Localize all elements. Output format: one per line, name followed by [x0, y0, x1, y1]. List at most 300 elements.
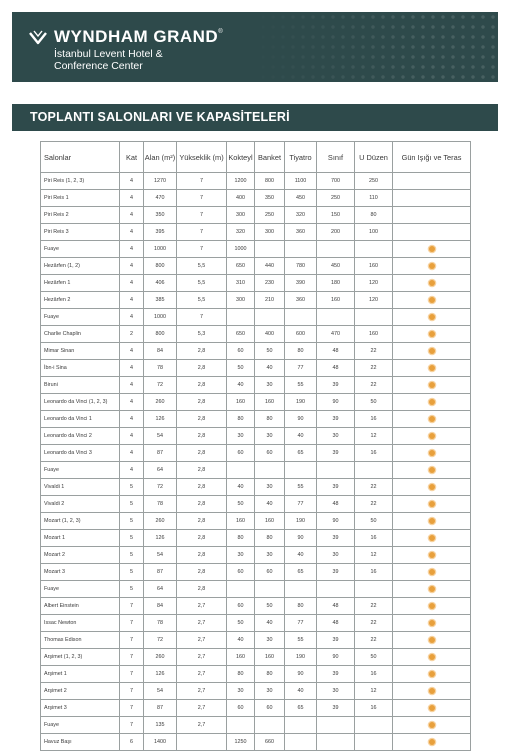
cell-room-name: Leonardo da Vinci (1, 2, 3) [41, 394, 120, 411]
cell-banquet: 30 [255, 547, 285, 564]
cell-cocktail: 30 [227, 547, 255, 564]
cell-room-name: Hezârfen 1 [41, 275, 120, 292]
table-row [41, 241, 471, 258]
cell-u-shape: 16 [355, 530, 393, 547]
cell-area: 126 [144, 666, 177, 683]
cell-area: 87 [144, 445, 177, 462]
cell-area: 87 [144, 564, 177, 581]
cell-room-name: Fuaye [41, 581, 120, 598]
sun-icon [429, 722, 435, 728]
cell-classroom [317, 462, 355, 479]
cell-floor: 7 [120, 615, 144, 632]
cell-u-shape [355, 462, 393, 479]
cell-height: 2,8 [177, 445, 227, 462]
table-row [41, 462, 471, 479]
hotel-header [12, 12, 498, 82]
cell-height: 2,7 [177, 598, 227, 615]
cell-area: 64 [144, 581, 177, 598]
cell-theatre: 450 [285, 190, 317, 207]
cell-theatre: 190 [285, 513, 317, 530]
header-classroom: Sınıf [317, 142, 355, 173]
sun-icon [429, 671, 435, 677]
cell-theatre: 40 [285, 547, 317, 564]
cell-classroom: 48 [317, 360, 355, 377]
section-title: TOPLANTI SALONLARI VE KAPASİTELERİ [12, 104, 498, 131]
cell-height: 5,5 [177, 258, 227, 275]
cell-classroom: 150 [317, 207, 355, 224]
cell-height: 2,8 [177, 513, 227, 530]
cell-area: 1000 [144, 309, 177, 326]
cell-classroom [317, 309, 355, 326]
sun-icon [429, 501, 435, 507]
cell-area: 54 [144, 547, 177, 564]
cell-floor: 4 [120, 241, 144, 258]
cell-classroom: 39 [317, 411, 355, 428]
cell-cocktail: 320 [227, 224, 255, 241]
cell-banquet: 60 [255, 445, 285, 462]
table-row [41, 224, 471, 241]
cell-area: 72 [144, 377, 177, 394]
cell-theatre: 780 [285, 258, 317, 275]
cell-daylight-terrace [393, 496, 471, 513]
cell-area: 135 [144, 717, 177, 734]
table-row [41, 173, 471, 190]
cell-classroom [317, 241, 355, 258]
cell-daylight-terrace [393, 683, 471, 700]
cell-u-shape: 120 [355, 275, 393, 292]
cell-banquet: 160 [255, 394, 285, 411]
cell-room-name: Albert Einstein [41, 598, 120, 615]
cell-room-name: Havuz Başı [41, 734, 120, 751]
cell-theatre: 390 [285, 275, 317, 292]
cell-cocktail: 1250 [227, 734, 255, 751]
cell-cocktail [227, 462, 255, 479]
cell-room-name: Hezârfen (1, 2) [41, 258, 120, 275]
table-row [41, 496, 471, 513]
cell-u-shape: 22 [355, 360, 393, 377]
cell-theatre: 360 [285, 292, 317, 309]
cell-theatre [285, 462, 317, 479]
cell-floor: 4 [120, 360, 144, 377]
cell-area: 1270 [144, 173, 177, 190]
header-daylight-terrace: Gün Işığı ve Teras [393, 142, 471, 173]
cell-height: 2,8 [177, 564, 227, 581]
cell-u-shape: 80 [355, 207, 393, 224]
cell-area: 800 [144, 258, 177, 275]
cell-daylight-terrace [393, 241, 471, 258]
cell-floor: 4 [120, 411, 144, 428]
cell-classroom: 30 [317, 547, 355, 564]
hotel-name-line2: Conference Center [54, 60, 143, 72]
cell-banquet: 660 [255, 734, 285, 751]
cell-theatre: 77 [285, 496, 317, 513]
sun-icon [429, 637, 435, 643]
cell-banquet: 30 [255, 479, 285, 496]
cell-room-name: Leonardo da Vinci 1 [41, 411, 120, 428]
sun-icon [429, 433, 435, 439]
cell-height: 2,8 [177, 360, 227, 377]
cell-floor: 4 [120, 462, 144, 479]
cell-classroom: 90 [317, 649, 355, 666]
cell-area: 1400 [144, 734, 177, 751]
header-floor: Kat [120, 142, 144, 173]
cell-floor: 5 [120, 513, 144, 530]
cell-floor: 4 [120, 275, 144, 292]
cell-u-shape: 22 [355, 377, 393, 394]
cell-cocktail: 60 [227, 343, 255, 360]
cell-cocktail [227, 717, 255, 734]
cell-room-name: Fuaye [41, 717, 120, 734]
cell-height: 2,8 [177, 428, 227, 445]
capacity-table [40, 141, 471, 751]
cell-height: 2,7 [177, 632, 227, 649]
cell-banquet: 160 [255, 513, 285, 530]
cell-u-shape [355, 309, 393, 326]
table-row [41, 190, 471, 207]
hotel-name-line1: İstanbul Levent Hotel & [54, 48, 163, 60]
cell-daylight-terrace [393, 360, 471, 377]
cell-cocktail: 50 [227, 496, 255, 513]
cell-classroom: 39 [317, 700, 355, 717]
cell-u-shape: 250 [355, 173, 393, 190]
cell-classroom: 39 [317, 377, 355, 394]
cell-floor: 4 [120, 343, 144, 360]
cell-height: 2,8 [177, 479, 227, 496]
cell-cocktail: 50 [227, 360, 255, 377]
cell-room-name: Vivaldi 2 [41, 496, 120, 513]
cell-floor: 5 [120, 479, 144, 496]
cell-daylight-terrace [393, 411, 471, 428]
cell-room-name: Fuaye [41, 462, 120, 479]
sun-icon [429, 467, 435, 473]
cell-floor: 4 [120, 428, 144, 445]
cell-height: 5,3 [177, 326, 227, 343]
cell-cocktail: 40 [227, 377, 255, 394]
cell-u-shape: 16 [355, 564, 393, 581]
table-row [41, 700, 471, 717]
cell-theatre: 65 [285, 700, 317, 717]
cell-room-name: Arşimet 1 [41, 666, 120, 683]
cell-u-shape: 12 [355, 547, 393, 564]
cell-height: 2,8 [177, 547, 227, 564]
header-height: Yükseklik (m) [177, 142, 227, 173]
cell-cocktail: 310 [227, 275, 255, 292]
cell-u-shape [355, 734, 393, 751]
cell-room-name: Arşimet 2 [41, 683, 120, 700]
cell-area: 84 [144, 343, 177, 360]
cell-theatre: 190 [285, 649, 317, 666]
cell-height: 2,8 [177, 377, 227, 394]
cell-cocktail: 400 [227, 190, 255, 207]
cell-room-name: Piri Reis 2 [41, 207, 120, 224]
cell-u-shape: 100 [355, 224, 393, 241]
sun-icon [429, 246, 435, 252]
cell-cocktail: 650 [227, 326, 255, 343]
cell-theatre: 55 [285, 479, 317, 496]
cell-area: 54 [144, 683, 177, 700]
table-row [41, 377, 471, 394]
cell-banquet: 800 [255, 173, 285, 190]
cell-classroom [317, 581, 355, 598]
cell-banquet [255, 309, 285, 326]
cell-floor: 7 [120, 649, 144, 666]
cell-theatre [285, 309, 317, 326]
cell-daylight-terrace [393, 173, 471, 190]
cell-banquet: 230 [255, 275, 285, 292]
cell-theatre: 360 [285, 224, 317, 241]
cell-daylight-terrace [393, 309, 471, 326]
cell-theatre: 1100 [285, 173, 317, 190]
cell-cocktail: 60 [227, 598, 255, 615]
cell-daylight-terrace [393, 717, 471, 734]
cell-room-name: Arşimet 3 [41, 700, 120, 717]
sun-icon [429, 552, 435, 558]
cell-u-shape [355, 717, 393, 734]
cell-banquet: 210 [255, 292, 285, 309]
table-row [41, 479, 471, 496]
cell-cocktail: 160 [227, 513, 255, 530]
cell-banquet: 400 [255, 326, 285, 343]
cell-theatre: 320 [285, 207, 317, 224]
cell-floor: 6 [120, 734, 144, 751]
header-area: Alan (m²) [144, 142, 177, 173]
cell-banquet [255, 241, 285, 258]
cell-floor: 5 [120, 530, 144, 547]
cell-floor: 4 [120, 173, 144, 190]
table-body [41, 173, 471, 751]
cell-banquet [255, 581, 285, 598]
cell-daylight-terrace [393, 581, 471, 598]
cell-banquet: 60 [255, 700, 285, 717]
cell-floor: 4 [120, 445, 144, 462]
cell-room-name: Mozart (1, 2, 3) [41, 513, 120, 530]
sun-icon [429, 620, 435, 626]
cell-room-name: Vivaldi 1 [41, 479, 120, 496]
cell-cocktail: 80 [227, 411, 255, 428]
sun-icon [429, 484, 435, 490]
cell-cocktail: 650 [227, 258, 255, 275]
cell-classroom: 39 [317, 632, 355, 649]
cell-classroom: 90 [317, 513, 355, 530]
cell-room-name: Mozart 2 [41, 547, 120, 564]
table-row [41, 292, 471, 309]
cell-room-name: Mimar Sinan [41, 343, 120, 360]
cell-theatre: 90 [285, 530, 317, 547]
cell-cocktail: 1200 [227, 173, 255, 190]
sun-icon [429, 399, 435, 405]
cell-daylight-terrace [393, 343, 471, 360]
cell-cocktail: 160 [227, 649, 255, 666]
cell-banquet: 30 [255, 377, 285, 394]
cell-daylight-terrace [393, 666, 471, 683]
cell-u-shape: 110 [355, 190, 393, 207]
cell-u-shape: 22 [355, 632, 393, 649]
cell-cocktail: 160 [227, 394, 255, 411]
cell-daylight-terrace [393, 598, 471, 615]
cell-banquet: 30 [255, 632, 285, 649]
cell-floor: 7 [120, 598, 144, 615]
table-row [41, 394, 471, 411]
cell-banquet: 40 [255, 496, 285, 513]
cell-banquet: 250 [255, 207, 285, 224]
cell-daylight-terrace [393, 207, 471, 224]
cell-classroom [317, 734, 355, 751]
cell-cocktail: 40 [227, 632, 255, 649]
cell-classroom: 39 [317, 564, 355, 581]
cell-room-name: Mozart 3 [41, 564, 120, 581]
cell-daylight-terrace [393, 445, 471, 462]
cell-floor: 7 [120, 666, 144, 683]
cell-daylight-terrace [393, 513, 471, 530]
cell-area: 87 [144, 700, 177, 717]
cell-area: 72 [144, 632, 177, 649]
table-row [41, 717, 471, 734]
sun-icon [429, 450, 435, 456]
cell-cocktail: 30 [227, 428, 255, 445]
cell-area: 78 [144, 496, 177, 513]
sun-icon [429, 569, 435, 575]
header-u-shape: U Düzen [355, 142, 393, 173]
cell-banquet: 60 [255, 564, 285, 581]
sun-icon [429, 365, 435, 371]
cell-height: 2,8 [177, 581, 227, 598]
cell-height: 2,8 [177, 394, 227, 411]
cell-height: 2,8 [177, 496, 227, 513]
cell-room-name: Biruni [41, 377, 120, 394]
table-row [41, 598, 471, 615]
cell-u-shape: 22 [355, 598, 393, 615]
cell-floor: 4 [120, 258, 144, 275]
cell-theatre: 90 [285, 666, 317, 683]
table-header-row [41, 142, 471, 173]
cell-daylight-terrace [393, 190, 471, 207]
cell-height: 2,7 [177, 649, 227, 666]
cell-room-name: Piri Reis (1, 2, 3) [41, 173, 120, 190]
cell-cocktail: 40 [227, 479, 255, 496]
cell-height: 2,7 [177, 615, 227, 632]
cell-theatre: 190 [285, 394, 317, 411]
cell-room-name: Thomas Edison [41, 632, 120, 649]
cell-height: 2,8 [177, 411, 227, 428]
cell-height: 7 [177, 190, 227, 207]
cell-theatre: 55 [285, 377, 317, 394]
table-row [41, 513, 471, 530]
cell-banquet: 50 [255, 598, 285, 615]
cell-u-shape: 22 [355, 615, 393, 632]
cell-u-shape: 22 [355, 496, 393, 513]
cell-u-shape: 16 [355, 700, 393, 717]
sun-icon [429, 739, 435, 745]
cell-daylight-terrace [393, 700, 471, 717]
brand-name: WYNDHAM GRAND® [54, 27, 224, 46]
cell-cocktail: 300 [227, 292, 255, 309]
cell-classroom: 39 [317, 479, 355, 496]
table-row [41, 649, 471, 666]
sun-icon [429, 416, 435, 422]
cell-banquet: 30 [255, 683, 285, 700]
cell-height: 2,7 [177, 700, 227, 717]
cell-daylight-terrace [393, 632, 471, 649]
sun-icon [429, 348, 435, 354]
cell-height: 7 [177, 309, 227, 326]
cell-u-shape [355, 581, 393, 598]
cell-floor: 5 [120, 581, 144, 598]
cell-classroom: 160 [317, 292, 355, 309]
table-row [41, 428, 471, 445]
table-row [41, 632, 471, 649]
cell-daylight-terrace [393, 275, 471, 292]
sun-icon [429, 603, 435, 609]
cell-floor: 5 [120, 564, 144, 581]
cell-banquet [255, 462, 285, 479]
sun-icon [429, 263, 435, 269]
cell-u-shape: 160 [355, 258, 393, 275]
cell-theatre: 65 [285, 564, 317, 581]
table-row [41, 411, 471, 428]
cell-daylight-terrace [393, 530, 471, 547]
header-room-name: Salonlar [41, 142, 120, 173]
cell-u-shape: 12 [355, 428, 393, 445]
sun-icon [429, 331, 435, 337]
cell-theatre: 80 [285, 343, 317, 360]
cell-area: 385 [144, 292, 177, 309]
cell-floor: 5 [120, 496, 144, 513]
cell-u-shape: 50 [355, 394, 393, 411]
cell-height: 2,8 [177, 343, 227, 360]
cell-cocktail: 50 [227, 615, 255, 632]
sun-icon [429, 382, 435, 388]
cell-daylight-terrace [393, 462, 471, 479]
cell-u-shape [355, 241, 393, 258]
cell-floor: 4 [120, 207, 144, 224]
cell-floor: 4 [120, 377, 144, 394]
header-banquet: Banket [255, 142, 285, 173]
header-theatre: Tiyatro [285, 142, 317, 173]
cell-banquet: 80 [255, 530, 285, 547]
cell-u-shape: 22 [355, 479, 393, 496]
cell-theatre: 77 [285, 615, 317, 632]
cell-area: 350 [144, 207, 177, 224]
cell-daylight-terrace [393, 479, 471, 496]
table-row [41, 547, 471, 564]
cell-banquet: 160 [255, 649, 285, 666]
cell-daylight-terrace [393, 224, 471, 241]
cell-room-name: Hezârfen 2 [41, 292, 120, 309]
sun-icon [429, 705, 435, 711]
cell-floor: 4 [120, 394, 144, 411]
cell-room-name: Fuaye [41, 241, 120, 258]
cell-classroom: 39 [317, 666, 355, 683]
cell-classroom: 48 [317, 343, 355, 360]
cell-classroom: 30 [317, 428, 355, 445]
cell-classroom: 48 [317, 615, 355, 632]
cell-u-shape: 50 [355, 513, 393, 530]
cell-daylight-terrace [393, 292, 471, 309]
cell-classroom: 450 [317, 258, 355, 275]
cell-theatre [285, 581, 317, 598]
cell-height: 7 [177, 207, 227, 224]
cell-cocktail: 60 [227, 445, 255, 462]
table-row [41, 666, 471, 683]
cell-cocktail: 80 [227, 530, 255, 547]
sun-icon [429, 280, 435, 286]
cell-area: 1000 [144, 241, 177, 258]
table-row [41, 343, 471, 360]
cell-area: 395 [144, 224, 177, 241]
cell-height: 2,8 [177, 462, 227, 479]
cell-cocktail: 30 [227, 683, 255, 700]
hotel-name [54, 48, 163, 72]
